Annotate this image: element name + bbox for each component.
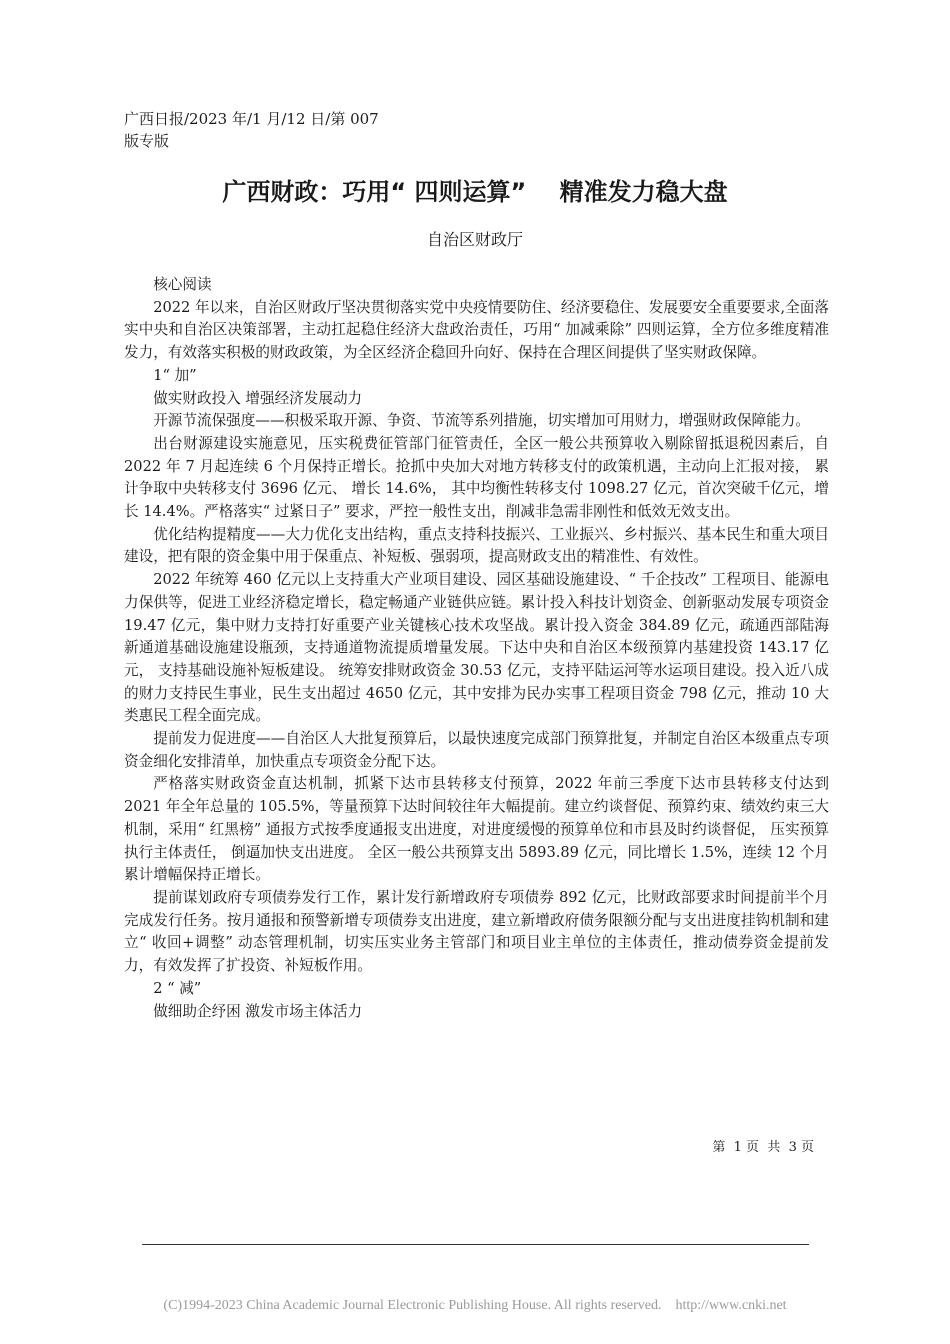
page-number: 第 1 页 共 3 页 [712,1140,814,1155]
body-paragraph: 提前谋划政府专项债券发行工作，累计发行新增政府专项债券 892 亿元，比财政部要求时间提前半个月完成发行任务。按月通报和预警新增专项债券支出进度，建立新增政府债务限额分配与支出进度挂钩机制和建立“ 收回+调整” 动态管理机制，切实压实业务主管部门和项目业主单位的主体责任，推动债券资金提前发力，有效发挥了扩投资、补短板作用。 [124,888,829,975]
article-body [124,274,829,1023]
article-title: 广西财政：巧用“ 四则运算” 精准发力稳大盘 [222,178,728,206]
copyright-footer: (C)1994-2023 China Academic Journal Electronic Publishing House. All rights reserved. http://www.cnki.net [163,1298,787,1313]
section-heading: 做实财政投入 增强经济发展动力 [153,389,363,407]
section-number: 1“ 加” [153,366,197,384]
source-line: 广西日报/2023 年/1 月/12 日/第 007 版专版 [124,110,379,150]
body-paragraph: 出台财源建设实施意见，压实税费征管部门征管责任，全区一般公共预算收入剔除留抵退税因素后，自 2022 年 7 月起连续 6 个月保持正增长。抢抓中央加大对地方转移支付的政策机遇，主动向上汇报对接， 累计争取中央转移支付 3696 亿元、 增长 14.6%， 其中均衡性转移支付 1098.27 亿元，首次突破千亿元，增长 14.4%。严格落实“ 过紧日子” 要求，严控一般性支出，削减非急需非刚性和低效无效支出。 [124,434,829,521]
section-number: 2 “ 减” [153,979,202,997]
body-paragraph: 开源节流保强度——积极采取开源、争资、节流等系列措施，切实增加可用财力，增强财政保障能力。 [153,412,810,430]
section-heading: 做细助企纾困 激发市场主体活力 [153,1002,363,1020]
body-paragraph: 提前发力促进度——自治区人大批复预算后，以最快速度完成部门预算批复，并制定自治区本级重点专项资金细化安排清单，加快重点专项资金分配下达。 [124,730,829,770]
body-paragraph: 优化结构提精度——大力优化支出结构，重点支持科技振兴、工业振兴、乡村振兴、基本民生和重大项目建设，把有限的资金集中用于保重点、补短板、强弱项，提高财政支出的精准性、有效性。 [124,525,829,566]
body-paragraph: 2022 年统筹 460 亿元以上支持重大产业项目建设、园区基础设施建设、“ 千企技改” 工程项目、能源电力保供等，促进工业经济稳定增长，稳定畅通产业链供应链。累计投入科技计划资金、创新驱动发展专项资金 19.47 亿元，集中财力支持打好重要产业关键核心技术攻坚战。累计投入资金 384.89 亿元，疏通西部陆海新通道基础设施建设瓶颈，支持通道物流提质增量发展。下达中央和自治区本级预算内基建投资 143.17 亿元， 支持基础设施补短板建设。 统筹安排财政资金 30.53 亿元，支持平陆运河等水运项目建设。投入近八成的财力支持民生事业，民生支出超过 4650 亿元，其中安排为民办实事工程项目资金 798 亿元，推动 10 大类惠民工程全面完成。 [124,571,829,725]
section-label: 核心阅读 [153,276,212,293]
article-author: 自治区财政厅 [426,230,523,249]
footer-divider [142,1244,809,1245]
body-paragraph: 2022 年以来，自治区财政厅坚决贯彻落实党中央疫情要防住、经济要稳住、发展要安全重要要求,全面落实中央和自治区决策部署，主动扛起稳住经济大盘政治责任，巧用“ 加减乘除” 四则运算，全方位多维度精准发力，有效落实积极的财政政策，为全区经济企稳回升向好、保持在合理区间提供了坚实财政保障。 [124,298,829,362]
body-paragraph: 严格落实财政资金直达机制，抓紧下达市县转移支付预算，2022 年前三季度下达市县转移支付达到 2021 年全年总量的 105.5%，等量预算下达时间较往年大幅提前。建立约谈督促、预算约束、绩效约束三大机制，采用“ 红黑榜” 通报方式按季度通报支出进度，对进度缓慢的预算单位和市县及时约谈督促， 压实预算执行主体责任， 倒逼加快支出进度。 全区一般公共预算支出 5893.89 亿元，同比增长 1.5%，连续 12 个月累计增幅保持正增长。 [124,775,829,884]
